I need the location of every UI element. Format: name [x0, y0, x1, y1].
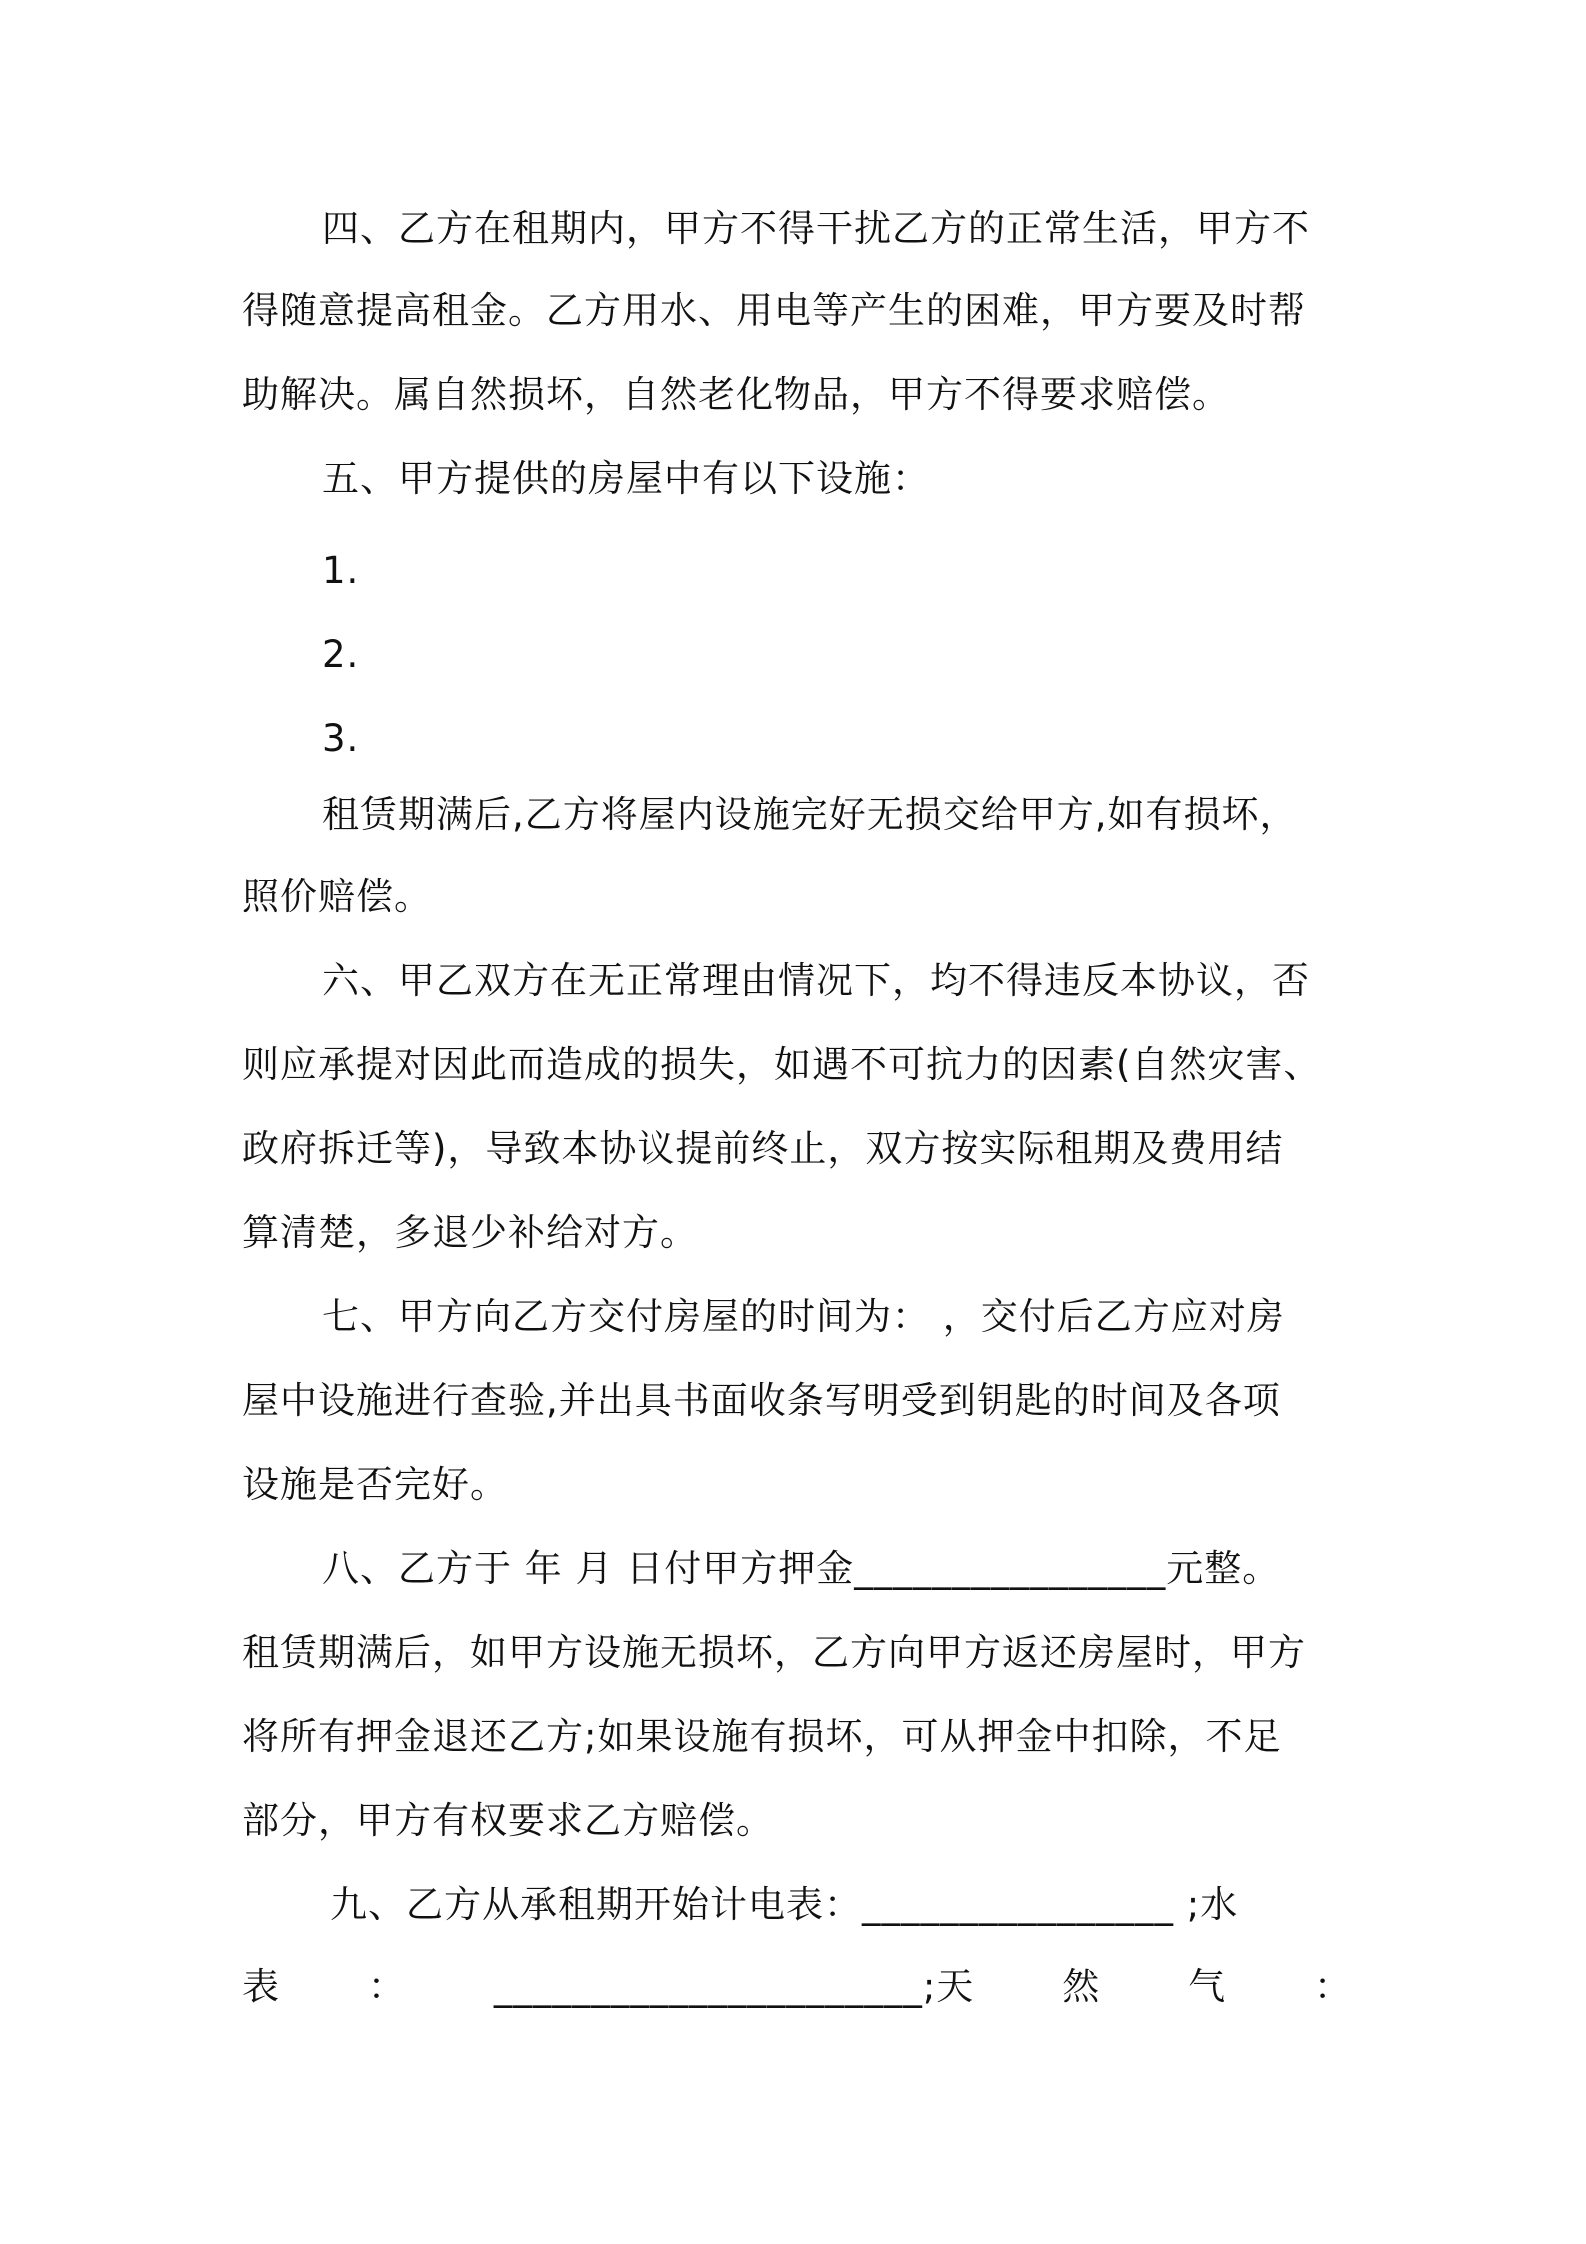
clause-8-line-2: 租赁期满后，如甲方设施无损坏，乙方向甲方返还房屋时，甲方 [242, 1631, 1306, 1674]
clause-6-line-2: 则应承提对因此而造成的损失，如遇不可抗力的因素(自然灾害、 [242, 1043, 1322, 1086]
clause-5-line-2: 照价赔偿。 [242, 875, 432, 918]
gas-label-char-1: 然 [1062, 1965, 1101, 2008]
clause-7-line-2: 屋中设施进行查验,并出具书面收条写明受到钥匙的时间及各项 [242, 1379, 1281, 1422]
gas-label-char-2: 气 [1188, 1965, 1227, 2008]
clause-7-line-1: 七、甲方向乙方交付房屋的时间为： ，交付后乙方应对房 [322, 1295, 1285, 1338]
water-meter-blank: ______________________;天 [493, 1965, 975, 2008]
clause-4-line-2: 得随意提高租金。乙方用水、用电等产生的困难，甲方要及时帮 [242, 289, 1306, 332]
clause-7-line-3: 设施是否完好。 [242, 1463, 508, 1506]
clause-4-line-3: 助解决。属自然损坏，自然老化物品，甲方不得要求赔偿。 [242, 373, 1230, 416]
gas-colon: ： [1314, 1965, 1352, 2008]
clause-5-line-1: 租赁期满后,乙方将屋内设施完好无损交给甲方,如有损坏， [322, 793, 1298, 836]
clause-4-line-1: 四、乙方在租期内，甲方不得干扰乙方的正常生活，甲方不 [322, 207, 1310, 250]
clause-5-heading: 五、甲方提供的房屋中有以下设施： [322, 457, 930, 500]
facility-item-1: 1. [322, 549, 360, 592]
clause-6-line-4: 算清楚，多退少补给对方。 [242, 1211, 698, 1254]
water-meter-colon: ： [367, 1965, 406, 2008]
clause-8-line-4: 部分，甲方有权要求乙方赔偿。 [242, 1799, 774, 1842]
clause-9-line-1: 九、乙方从承租期开始计电表：________________ ;水 [330, 1883, 1239, 1926]
clause-6-line-1: 六、甲乙双方在无正常理由情况下，均不得违反本协议，否 [322, 959, 1310, 1002]
clause-9-line-2 [242, 1962, 1352, 2012]
facility-item-2: 2. [322, 633, 360, 676]
clause-8-line-3: 将所有押金退还乙方;如果设施有损坏，可从押金中扣除，不足 [242, 1715, 1282, 1758]
water-meter-label-char-1: 表 [242, 1965, 280, 2008]
facility-item-3: 3. [322, 717, 360, 760]
clause-8-line-1: 八、乙方于 年 月 日付甲方押金________________元整。 [322, 1547, 1281, 1590]
clause-6-line-3: 政府拆迁等)，导致本协议提前终止，双方按实际租期及费用结 [242, 1127, 1284, 1170]
